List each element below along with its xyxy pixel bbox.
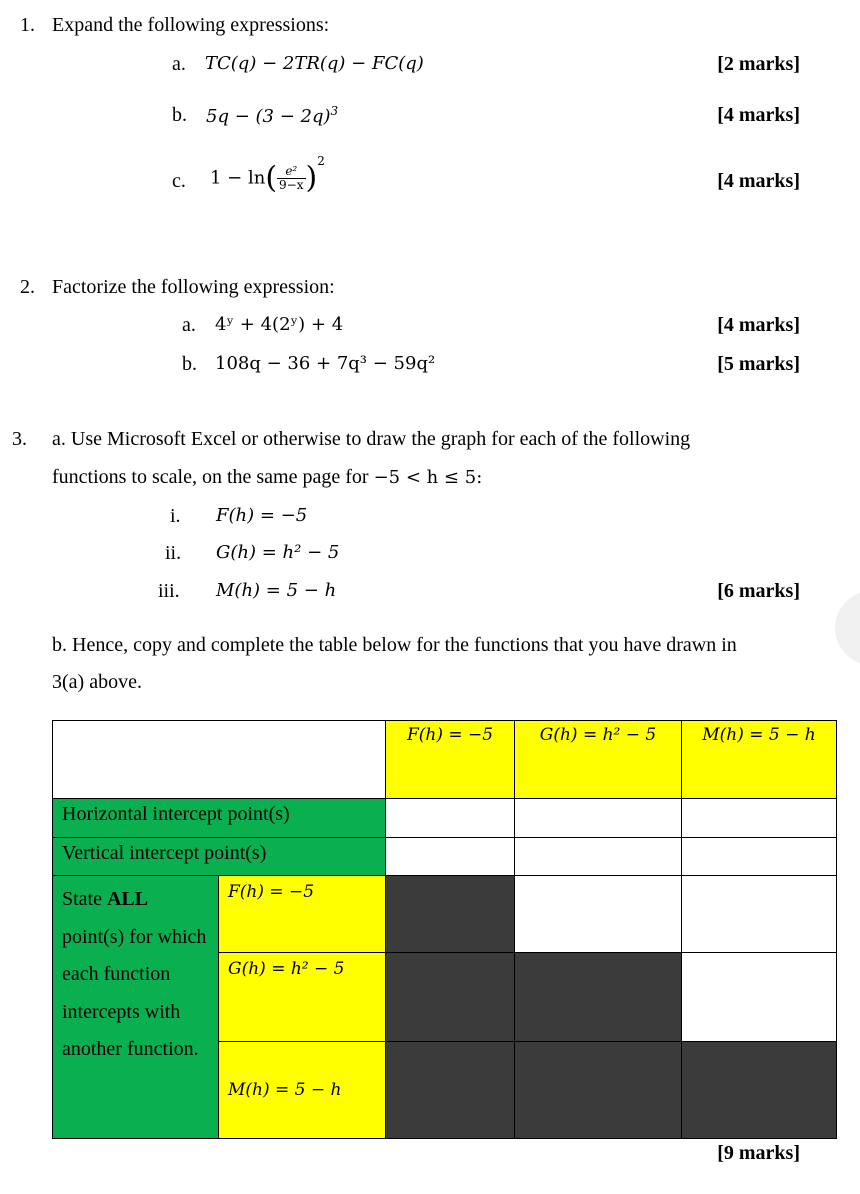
q1b-letter: b. [172,104,187,126]
q3a-marks: [6 marks] [717,580,800,602]
cell-g-g-shaded [515,953,682,1042]
q2b-marks: [5 marks] [717,353,800,375]
q1b-expression: $5q - (3 - 2q)^3$ [206,104,339,127]
q1c-expression: 1 − ln( $\frac{\text{e²}}{9-x}$ )$^2$ [210,154,325,196]
q3b-line2: 3(a) above. [52,671,142,693]
q1a-letter: a. [172,53,186,75]
q1b-marks: [4 marks] [717,104,800,126]
q1a-expression: TC(q) − 2TR(q) − FC(q) [205,53,424,74]
q3-fn-ii-expression: G(h) = h² − 5 [216,542,340,563]
cell-f-f-shaded [386,876,515,953]
q3a-line1: a. Use Microsoft Excel or otherwise to draw the graph for each of the following [52,428,691,450]
q2-heading: Factorize the following expression: [52,276,335,298]
intercept-table [52,720,837,1139]
cell-vertical-f [386,838,515,876]
q1-heading: Expand the following expressions: [52,14,330,36]
q3-fn-i-expression: F(h) = −5 [216,505,308,526]
state-all-label: State ALL point(s) for which each function intercepts with another function. [53,876,219,1139]
row-label-vertical: Vertical intercept point(s) [53,838,386,876]
fn-row-m: M(h) = 5 − h [219,1042,386,1139]
cell-vertical-m [682,838,837,876]
cell-f-m [682,876,837,953]
cell-horizontal-g [515,799,682,838]
q3b-line1: b. Hence, copy and complete the table below for the functions that you have drawn in [52,634,737,656]
q2a-expression: 4ʸ + 4(2ʸ) + 4 [215,314,344,335]
cell-g-f-shaded [386,953,515,1042]
q2b-expression: 108q − 36 + 7q³ − 59q² [215,353,436,374]
cell-f-g [515,876,682,953]
q3-fn-iii-expression: M(h) = 5 − h [216,580,337,601]
cell-vertical-g [515,838,682,876]
cell-horizontal-m [682,799,837,838]
fn-row-f: F(h) = −5 [219,876,386,953]
q2b-letter: b. [182,353,197,375]
q3-number: 3. [12,428,27,450]
q1c-marks: [4 marks] [717,170,800,192]
row-label-horizontal: Horizontal intercept point(s) [53,799,386,838]
q2-number: 2. [20,276,35,298]
q1-number: 1. [20,14,35,36]
col-header-m: M(h) = 5 − h [682,721,837,799]
q1c-fraction: $\frac{\text{e²}}{9-x}$ [279,163,304,192]
cell-m-f-shaded [386,1042,515,1139]
q3a-line2: functions to scale, on the same page for −5 < h ≤ 5: [52,466,483,488]
cell-g-m [682,953,837,1042]
cell-horizontal-f [386,799,515,838]
q3-fn-ii-numeral: ii. [165,542,182,564]
page-edge-shadow [835,590,860,666]
col-header-f: F(h) = −5 [386,721,515,799]
col-header-g: G(h) = h² − 5 [515,721,682,799]
table-corner-cell [53,721,386,799]
q2a-letter: a. [182,314,196,336]
q3-fn-iii-numeral: iii. [158,580,180,602]
q1c-letter: c. [172,170,186,192]
q3a-domain: −5 < h ≤ 5: [373,467,483,488]
fn-row-g: G(h) = h² − 5 [219,953,386,1042]
cell-m-m-shaded [682,1042,837,1139]
cell-m-g-shaded [515,1042,682,1139]
q3b-marks: [9 marks] [717,1142,800,1164]
q3-fn-i-numeral: i. [170,505,181,527]
q2a-marks: [4 marks] [717,314,800,336]
q1a-marks: [2 marks] [717,53,800,75]
